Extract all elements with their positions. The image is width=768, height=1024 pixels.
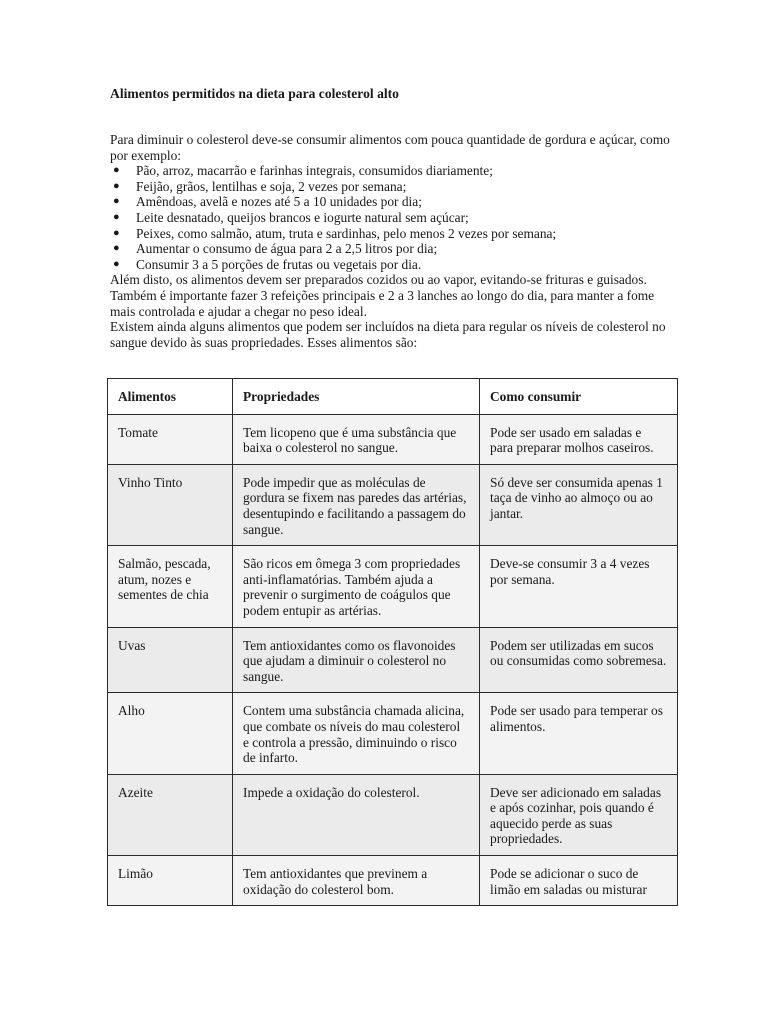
table-row <box>108 546 678 627</box>
food-cell: Uvas <box>108 627 233 693</box>
usage-cell: Deve-se consumir 3 a 4 vezes por semana. <box>480 546 678 627</box>
bullet-icon: ● <box>113 242 120 255</box>
properties-cell: Pode impedir que as moléculas de gordura se fixem nas paredes das artérias, desentupindo e facilitando a passagem do sangue. <box>233 464 480 545</box>
table-header-row <box>108 379 678 415</box>
food-cell: Azeite <box>108 774 233 855</box>
properties-cell: Impede a oxidação do colesterol. <box>233 774 480 855</box>
list-item: ● Pão, arroz, macarrão e farinhas integrais, consumidos diariamente; <box>113 163 493 179</box>
properties-cell: Contem uma substância chamada alicina, que combate os níveis do mau colesterol e controla a pressão, diminuindo o risco de infarto. <box>233 693 480 774</box>
table-row <box>108 856 678 906</box>
properties-cell: Tem antioxidantes que previnem a oxidação do colesterol bom. <box>233 856 480 906</box>
table-row <box>108 414 678 464</box>
list-item: ● Aumentar o consumo de água para 2 a 2,5 litros por dia; <box>113 241 438 257</box>
bullet-icon: ● <box>113 164 120 177</box>
food-cell: Vinho Tinto <box>108 464 233 545</box>
food-cell: Alho <box>108 693 233 774</box>
usage-cell: Deve ser adicionado em saladas e após cozinhar, pois quando é aquecido perde as suas propriedades. <box>480 774 678 855</box>
intro-paragraph: Para diminuir o colesterol deve-se consumir alimentos com pouca quantidade de gordura e açúcar, como por exemplo: <box>110 132 670 163</box>
table-row <box>108 693 678 774</box>
list-item: ● Consumir 3 a 5 porções de frutas ou vegetais por dia. <box>113 256 422 272</box>
bullet-icon: ● <box>113 257 120 270</box>
usage-cell: Pode ser usado para temperar os alimentos. <box>480 693 678 774</box>
usage-cell: Pode se adicionar o suco de limão em saladas ou misturar <box>480 856 678 906</box>
column-header-propriedades: Propriedades <box>233 379 480 415</box>
food-cell: Limão <box>108 856 233 906</box>
usage-cell: Podem ser utilizadas em sucos ou consumidas como sobremesa. <box>480 627 678 693</box>
usage-cell: Só deve ser consumida apenas 1 taça de vinho ao almoço ou ao jantar. <box>480 464 678 545</box>
list-item: ● Feijão, grãos, lentilhas e soja, 2 vezes por semana; <box>113 178 407 194</box>
list-item: ● Peixes, como salmão, atum, truta e sardinhas, pelo menos 2 vezes por semana; <box>113 225 557 241</box>
bullet-icon: ● <box>113 210 120 223</box>
properties-cell: São ricos em ômega 3 com propriedades anti-inflamatórias. Também ajuda a prevenir o surgimento de coágulos que podem entupir as artérias. <box>233 546 480 627</box>
table-intro-paragraph: Existem ainda alguns alimentos que podem ser incluídos na dieta para regular os níveis de colesterol no sangue devido às suas propriedades. Esses alimentos são: <box>110 319 666 350</box>
column-header-alimentos: Alimentos <box>108 379 233 415</box>
list-item: ● Leite desnatado, queijos brancos e iogurte natural sem açúcar; <box>113 209 469 225</box>
document-body <box>110 132 670 350</box>
bullet-icon: ● <box>113 226 120 239</box>
list-item: ● Amêndoas, avelã e nozes até 5 a 10 unidades por dia; <box>113 194 422 210</box>
document-title: Alimentos permitidos na dieta para colesterol alto <box>110 86 399 101</box>
table-row <box>108 464 678 545</box>
bullet-icon: ● <box>113 195 120 208</box>
properties-cell: Tem licopeno que é uma substância que baixa o colesterol no sangue. <box>233 414 480 464</box>
bullet-icon: ● <box>113 179 120 192</box>
preparation-paragraph: Além disto, os alimentos devem ser preparados cozidos ou ao vapor, evitando-se frituras e guisados. Também é importante fazer 3 refeições principais e 2 a 3 lanches ao longo do dia, para manter a fome mais controlada e ajudar a chegar no peso ideal. <box>110 272 655 319</box>
table-row <box>108 627 678 693</box>
column-header-como-consumir: Como consumir <box>480 379 678 415</box>
page-bottom-margin <box>0 926 768 1024</box>
usage-cell: Pode ser usado em saladas e para preparar molhos caseiros. <box>480 414 678 464</box>
food-cell: Tomate <box>108 414 233 464</box>
table-row <box>108 774 678 855</box>
food-bullet-list <box>110 163 670 272</box>
properties-cell: Tem antioxidantes como os flavonoides que ajudam a diminuir o colesterol no sangue. <box>233 627 480 693</box>
foods-table <box>107 378 678 906</box>
food-cell: Salmão, pescada, atum, nozes e sementes de chia <box>108 546 233 627</box>
